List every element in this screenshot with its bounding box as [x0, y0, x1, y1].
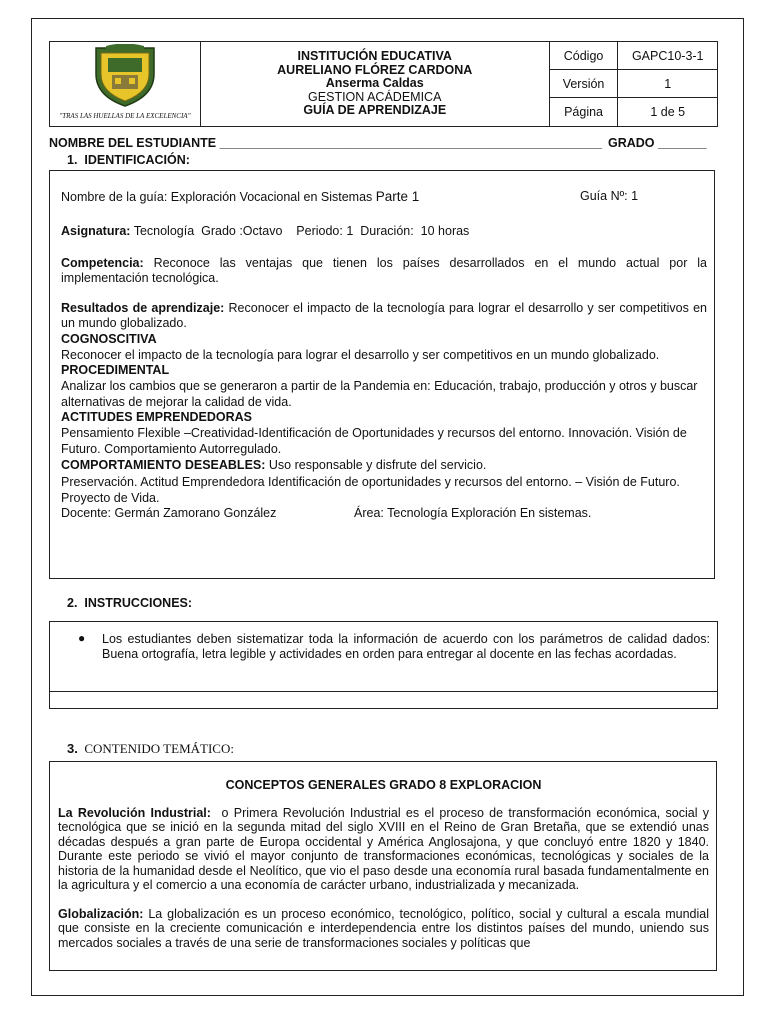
institution-location: Anserma Caldas — [325, 76, 424, 91]
behavior-text: Uso responsable y disfrute del servicio. — [268, 458, 487, 472]
section-2-title: INSTRUCCIONES: — [84, 596, 193, 610]
entrepreneur-label: ACTITUDES EMPRENDEDORAS — [61, 410, 252, 424]
logo-cell — [50, 42, 201, 127]
guide-number: Guía Nº: 1 — [580, 189, 639, 203]
identification-box — [49, 170, 715, 579]
teacher-text: Docente: Germán Zamorano González — [61, 506, 277, 520]
institution-line-2: AURELIANO FLÓREZ CARDONA — [277, 62, 473, 77]
instructions-divider — [50, 691, 717, 692]
instructions-box — [49, 621, 718, 709]
procedural-label: PROCEDIMENTAL — [61, 363, 170, 377]
student-name-line — [49, 136, 602, 150]
competence-label: Competencia: — [61, 256, 144, 270]
document-header — [49, 41, 718, 127]
globalization-text: La globalización es un proceso económico, tecnológico, político, social y cultural a escala mundial que consiste en la creciente comunicación e interdependencia entre los distintos países del mundo, uniendo sus mercados sociales a través de una serie de transformaciones sociales y políticas que — [58, 906, 709, 950]
student-name-blank[interactable]: _______________________________________________________ — [219, 136, 602, 150]
cognitive-label: COGNOSCITIVA — [61, 332, 157, 346]
guide-name: Nombre de la guía: Exploración Vocacional en Sistemas — [61, 190, 373, 204]
section-3-number: 3. — [67, 741, 78, 756]
section-1-title: IDENTIFICACIÓN: — [84, 153, 190, 167]
results-label: Resultados de aprendizaje: — [61, 301, 225, 315]
institution-line-1: INSTITUCIÓN EDUCATIVA — [297, 49, 452, 64]
version-label: Versión — [549, 70, 618, 98]
content-title: CONCEPTOS GENERALES GRADO 8 EXPLORACION — [225, 778, 542, 792]
preservation-text: Preservación. Actitud Emprendedora Identificación de oportunidades y recursos del entorno. – Visión de Futuro. Proyecto de Vida. — [61, 475, 680, 505]
globalization-label: Globalización: — [58, 906, 144, 921]
industrial-revolution-label: La Revolución Industrial: — [58, 805, 211, 820]
area-text: Área: Tecnología Exploración En sistemas. — [354, 506, 592, 520]
results-text: Reconocer el impacto de la tecnología para lograr el desarrollo y ser competitivos en un mundo globalizado. — [61, 301, 707, 330]
grade-label: GRADO — [608, 136, 655, 150]
code-value: GAPC10-3-1 — [618, 42, 718, 70]
section-3-title: CONTENIDO TEMÁTICO: — [84, 741, 234, 756]
guide-part: Parte 1 — [375, 189, 420, 204]
section-3-heading — [67, 741, 234, 757]
competence-text: Reconoce las ventajas que tienen los países desarrollados en el mundo actual por la implementación tecnológica. — [61, 256, 707, 285]
page-label: Página — [549, 98, 618, 127]
student-name-label: NOMBRE DEL ESTUDIANTE — [49, 136, 217, 150]
version-value: 1 — [618, 70, 718, 98]
section-2-number: 2. — [67, 596, 78, 610]
procedural-text: Analizar los cambios que se generaron a partir de la Pandemia en: Educación, trabajo, producción y otros y buscar alternativas de mejorar la calidad de vida. — [61, 379, 698, 409]
subject-text: Tecnología Grado :Octavo Periodo: 1 Duración: 10 horas — [133, 224, 470, 238]
logo-motto: "TRAS LAS HUELLAS DE LA EXCELENCIA" — [59, 112, 191, 120]
entrepreneur-text: Pensamiento Flexible –Creatividad-Identificación de Oportunidades y recursos del entorno. Innovación. Visión de Futuro. Comportamiento Autorregulado. — [61, 426, 687, 456]
code-label: Código — [549, 42, 618, 70]
industrial-revolution-text: o Primera Revolución Industrial es el proceso de transformación económica, social y tecnológica que se inició en la segunda mitad del siglo XVIII en el Reino de Gran Bretaña, que se extendió unas décadas después a gran parte de Europa occidental y América Anglosajona, y que concluyó entre 1820 y 1840. Durante este periodo se vivió el mayor conjunto de transformaciones económicas, tecnológicas y sociales de la historia de la humanidad desde el Neolítico, que vio el paso desde una economía rural basada fundamentalmente en la agricultura y el comercio a una economía de carácter urbano, industrializada y mecanizada. — [58, 805, 710, 892]
bullet-icon: ● — [78, 631, 86, 645]
section-1-heading — [67, 153, 190, 167]
subject-label: Asignatura: — [61, 224, 131, 238]
institution-title-cell — [200, 42, 549, 127]
document-type: GUÍA DE APRENDIZAJE — [303, 103, 447, 118]
school-shield-logo — [88, 44, 162, 108]
instruction-text: Los estudiantes deben sistematizar toda la información de acuerdo con los parámetros de calidad dados: Buena ortografía, letra legible y actividades en orden para entregar al docente en las fechas acordadas. — [102, 632, 710, 661]
management-area: GESTION ACÁDEMICA — [308, 89, 442, 104]
grade-blank[interactable]: _______ — [658, 136, 707, 150]
section-2-heading — [67, 596, 192, 610]
grade-line — [608, 136, 707, 150]
thematic-content-box — [49, 761, 717, 971]
page-value: 1 de 5 — [618, 98, 718, 127]
section-1-number: 1. — [67, 153, 78, 167]
behavior-label: COMPORTAMIENTO DESEABLES: — [61, 458, 266, 472]
instruction-item — [74, 632, 710, 661]
cognitive-text: Reconocer el impacto de la tecnología para lograr el desarrollo y ser competitivos en un mundo globalizado. — [61, 348, 660, 362]
